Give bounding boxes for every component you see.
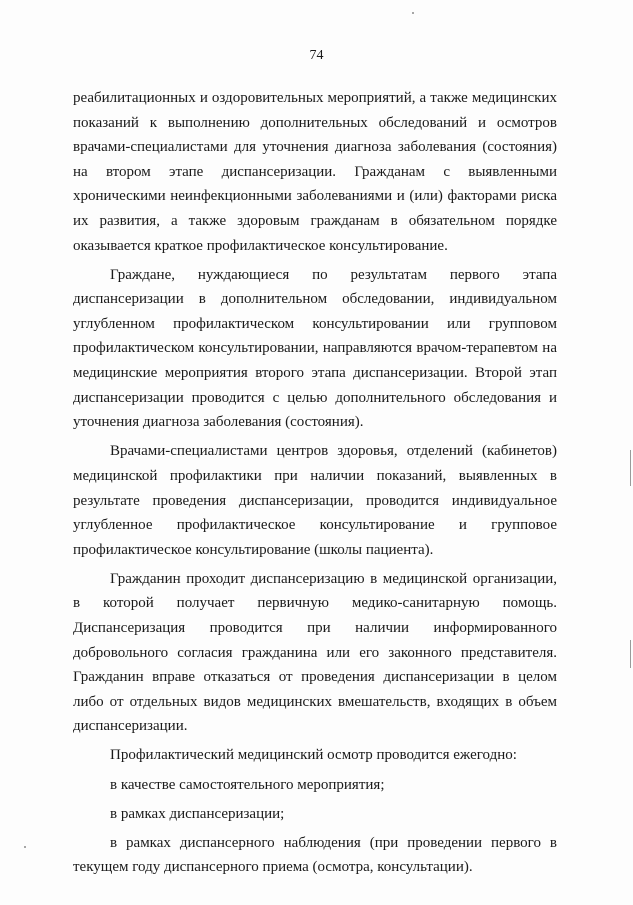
paragraph-1: реабилитационных и оздоровительных мероприятий, а также медицинских показаний к выполнению дополнительных обследований и осмотров врачами-специалистами для уточнения диагноза заболевания (состояния) на втором этапе диспансеризации. Гражданам с выявленными хроническими неинфекционными заболеваниями и (или) факторами риска их развития, а также здоровым гражданам в обязательном порядке оказывается краткое профилактическое консультирование. <box>73 90 557 254</box>
paragraph-2: Граждане, нуждающиеся по результатам первого этапа диспансеризации в дополнительном обследовании, индивидуальном углубленном профилактическом консультировании или групповом профилактическом консультировании, направляются врачом-терапевтом на медицинские мероприятия второго этапа диспансеризации. Второй этап диспансеризации проводится с целью дополнительного обследования и уточнения диагноза заболевания (состояния). <box>73 266 557 431</box>
page-number: 74 <box>309 48 324 63</box>
scan-speck <box>24 846 26 848</box>
document-body <box>73 86 557 880</box>
list-item-dispensary-observation: в рамках диспансерного наблюдения (при проведении первого в текущем году диспансерного приема (осмотра, консультации). <box>73 834 557 876</box>
scan-edge-mark <box>630 640 631 668</box>
scan-speck <box>412 12 414 14</box>
paragraph-3: Врачами-специалистами центров здоровья, отделений (кабинетов) медицинской профилактики при наличии показаний, выявленных в результате проведения диспансеризации, проводится индивидуальное углубленное профилактическое консультирование и групповое профилактическое консультирование (школы пациента). <box>73 443 557 558</box>
list-item-standalone: в качестве самостоятельного мероприятия; <box>110 776 385 793</box>
paragraph-4: Гражданин проходит диспансеризацию в медицинской организации, в которой получает первичную медико-санитарную помощь. Диспансеризация проводится при наличии информированного добровольного согласия гражданина или его законного представителя. Гражданин вправе отказаться от проведения диспансеризации в целом либо от отдельных видов медицинских вмешательств, входящих в объем диспансеризации. <box>73 570 557 735</box>
scan-edge-mark <box>630 450 631 486</box>
list-item-dispensarization: в рамках диспансеризации; <box>110 805 285 822</box>
paragraph-5: Профилактический медицинский осмотр проводится ежегодно: <box>110 747 517 764</box>
